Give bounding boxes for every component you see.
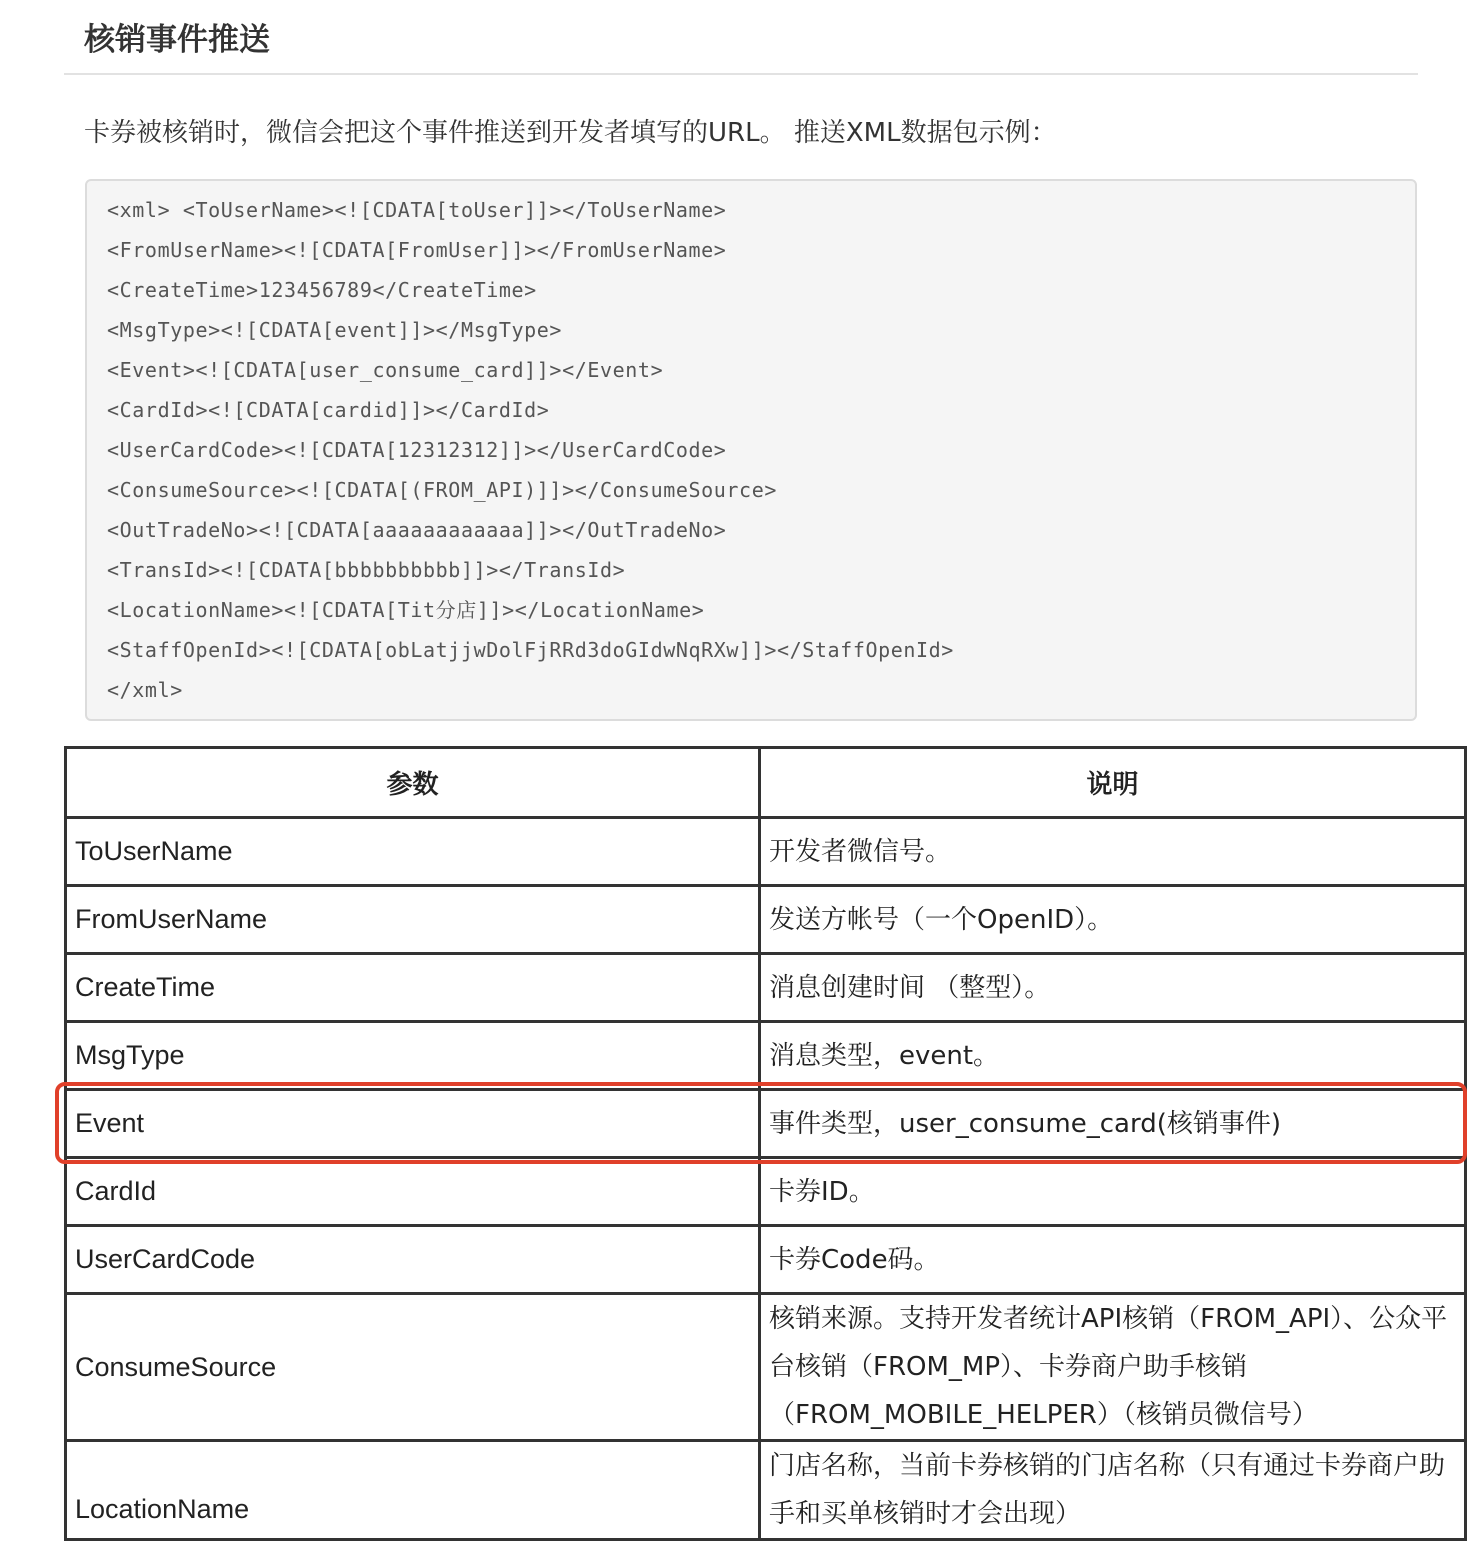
param-cell: FromUserName (66, 886, 760, 954)
code-line: <ConsumeSource><![CDATA[(FROM_API)]]></ConsumeSource> (107, 478, 777, 502)
code-line: <Event><![CDATA[user_consume_card]]></Event> (107, 358, 664, 382)
table-row-highlighted (66, 1090, 1466, 1158)
table-row (66, 818, 1466, 886)
table-row (66, 886, 1466, 954)
header-param: 参数 (66, 748, 760, 818)
intro-text: 卡券被核销时，微信会把这个事件推送到开发者填写的URL。 推送XML数据包示例： (84, 118, 1057, 148)
table-row (66, 954, 1466, 1022)
code-line: <CreateTime>123456789</CreateTime> (107, 278, 537, 302)
param-cell: MsgType (66, 1022, 760, 1090)
param-cell: ToUserName (66, 818, 760, 886)
params-table (64, 746, 1467, 1541)
desc-cell: 发送方帐号（一个OpenID）。 (760, 886, 1466, 954)
table-row (66, 1441, 1466, 1540)
table-row (66, 1022, 1466, 1090)
param-cell: CreateTime (66, 954, 760, 1022)
code-line: </xml> (107, 678, 183, 702)
desc-cell: 消息类型，event。 (760, 1022, 1466, 1090)
table-row (66, 1226, 1466, 1294)
param-cell: Event (66, 1090, 760, 1158)
desc-cell: 消息创建时间 （整型）。 (760, 954, 1466, 1022)
table-row (66, 1158, 1466, 1226)
param-cell: UserCardCode (66, 1226, 760, 1294)
code-line: <UserCardCode><![CDATA[12312312]]></UserCardCode> (107, 438, 727, 462)
desc-cell: 核销来源。支持开发者统计API核销（FROM_API）、公众平台核销（FROM_MP）、卡券商户助手核销（FROM_MOBILE_HELPER）（核销员微信号） (760, 1294, 1466, 1441)
title-divider (64, 73, 1418, 75)
param-cell: ConsumeSource (66, 1294, 760, 1441)
code-line: <FromUserName><![CDATA[FromUser]]></FromUserName> (107, 238, 727, 262)
desc-cell: 事件类型，user_consume_card(核销事件) (760, 1090, 1466, 1158)
xml-code-block (85, 179, 1417, 721)
code-line: <OutTradeNo><![CDATA[aaaaaaaaaaaa]]></OutTradeNo> (107, 518, 727, 542)
code-line: <StaffOpenId><![CDATA[obLatjjwDolFjRRd3doGIdwNqRXw]]></StaffOpenId> (107, 638, 954, 662)
desc-cell: 门店名称，当前卡券核销的门店名称（只有通过卡券商户助手和买单核销时才会出现） (760, 1441, 1466, 1540)
table-row (66, 1294, 1466, 1441)
header-desc: 说明 (760, 748, 1466, 818)
code-line: <MsgType><![CDATA[event]]></MsgType> (107, 318, 563, 342)
param-cell: LocationName (66, 1441, 760, 1540)
code-line: <xml> <ToUserName><![CDATA[toUser]]></ToUserName> (107, 198, 727, 222)
desc-cell: 卡券Code码。 (760, 1226, 1466, 1294)
desc-cell: 开发者微信号。 (760, 818, 1466, 886)
param-cell: CardId (66, 1158, 760, 1226)
code-line: <CardId><![CDATA[cardid]]></CardId> (107, 398, 550, 422)
desc-cell: 卡券ID。 (760, 1158, 1466, 1226)
code-line: <LocationName><![CDATA[Tit分店]]></LocationName> (107, 598, 705, 622)
table-header-row (66, 748, 1466, 818)
page-title: 核销事件推送 (84, 22, 270, 58)
code-line: <TransId><![CDATA[bbbbbbbbbb]]></TransId> (107, 558, 626, 582)
